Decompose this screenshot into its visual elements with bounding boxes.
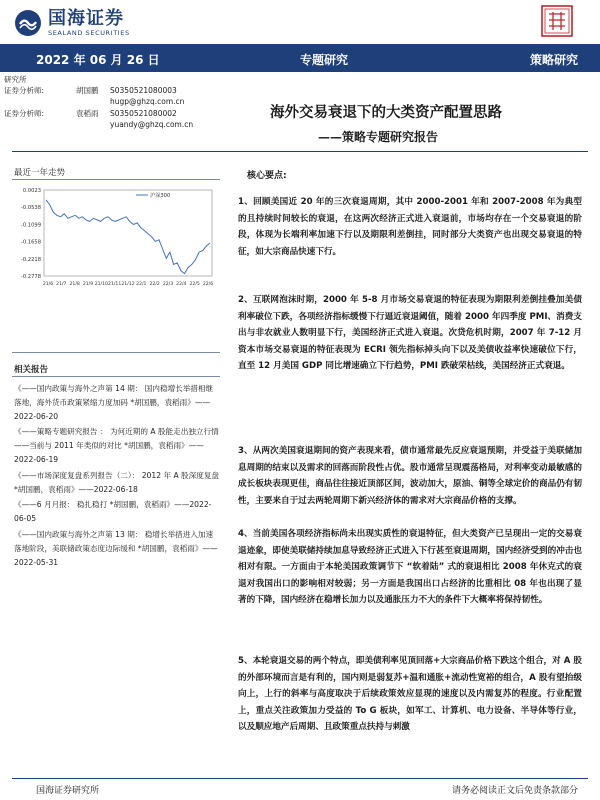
x-tick-label: 21/7	[56, 282, 67, 287]
related-reports-heading: 相关报告	[14, 365, 49, 375]
core-point-2: 2、互联网泡沫时期，2000 年 5-8 月市场交易衰退的特征表现为期限利差倒挂叠加美债利率破位下跌，各项经济指标缓慢下行逼近衰退阈值，随着 2000 年四季度 PMI、消费支出与非农就业人数明显下行，美国经济正式进入衰退。次贷危机时期，2007 年 7-12 月资本市场交易衰退的特征表现为 ECRI 领先指标掉头向下以及美债收益率快速破位下行，直至 12 月美国 GDP 同比增速确立下行趋势，PMI 跌破荣枯线，美国经济正式衰退。	[238, 295, 582, 372]
related-report-item[interactable]: 《——6 月月报： 稳扎稳打 *胡国鹏，袁稻雨》——2022-06-05	[14, 500, 212, 524]
core-points-heading: 核心要点:	[247, 171, 287, 181]
report-title: 海外交易衰退下的大类资产配置思路	[270, 104, 502, 121]
y-tick-label: -0.2218	[20, 256, 41, 263]
footer-institute: 国海证券研究所	[36, 786, 100, 796]
y-tick-label: -0.0538	[20, 205, 41, 212]
core-point-1: 1、回顾美国近 20 年的三次衰退周期，其中 2000-2001 年和 2007-2008 年为典型的且持续时间较长的衰退，在这两次经济正式进入衰退前，市场均存在一个交易衰退的阶段，体现为长端利率加速下行以及期限利差倒挂，同时部分大类资产也出现交易衰退的特征，如大宗商品快速下行。	[238, 197, 582, 257]
footer-disclaimer: 请务必阅读正文后免责条款部分	[451, 786, 578, 796]
report-header-bar	[0, 44, 600, 72]
x-tick-label: 21/6	[42, 282, 54, 287]
x-tick-label: 21/11	[108, 282, 122, 287]
analyst-email: yuandy@ghzq.com.cn	[110, 119, 194, 129]
company-logo	[14, 6, 130, 40]
footer-divider	[12, 778, 588, 779]
y-tick-label: -0.1658	[20, 239, 41, 246]
analyst-info	[4, 74, 193, 130]
x-tick-label: 21/10	[94, 282, 108, 287]
x-tick-label: 22/4	[176, 282, 187, 287]
analyst-row: 证券分析师: 袁稻雨 S0350521080002	[4, 108, 177, 118]
report-date: 2022 年 06 月 26 日	[36, 53, 160, 67]
y-tick-label: -0.1099	[20, 222, 41, 229]
trend-chart	[12, 182, 220, 292]
analyst-email: hugp@ghzq.com.cn	[110, 97, 185, 107]
core-point-3: 3、从两次美国衰退期间的资产表现来看，债市通常最先反应衰退预期，并受益于美联储加息周期的结束以及需求的回落而阶段性占优。股市通常呈现震荡格局，对利率变动最敏感的成长板块表现更佳，商品往往接近顶部区间，波动加大，原油、铜等全球定价的商品仍有韧性，主要来自于过去两轮周期下新兴经济体的需求对大宗商品价格的支撑。	[238, 446, 582, 506]
related-report-item[interactable]: 《——策略专题研究报告 ： 为何近期的 A 股能走出独立行情——当前与 2011 年类似的对比 *胡国鹏，袁稻雨》——2022-06-19	[14, 427, 219, 464]
related-report-item[interactable]: 《——国内政策与海外之声第 13 期： 稳增长举措进入加速落地阶段，美联储政策态度边际缓和 *胡国鹏，袁稻雨》——2022-05-31	[14, 529, 218, 567]
core-point-5: 5、本轮衰退交易的两个特点，即美债利率见顶回落+大宗商品价格下跌这个组合，对 A 股的外部环境而言是有利的，国内则是弱复苏+温和通胀+流动性宽裕的组合，A 股有望抬级向上，上行的斜率与高度取决于后续政策效应显现的速度以及内需复苏的程度。行业配置上，重点关注政策加力受益的 To G 板块，如军工、计算机、电力设备、半导体等行业，以及顺应地产后周期、且政策重点扶持与刺激	[238, 656, 582, 733]
x-tick-label: 22/6	[202, 282, 214, 287]
divider	[12, 352, 220, 353]
divider	[12, 179, 220, 180]
research-institute-label: 研究所	[4, 75, 27, 84]
x-tick-label: 22/2	[149, 282, 160, 287]
related-reports-list	[14, 382, 220, 571]
chart-heading: 最近一年走势	[14, 168, 66, 178]
logo-chinese-name: 国海证券	[48, 7, 124, 29]
divider	[12, 151, 588, 152]
chart-plot-frame	[44, 190, 212, 276]
report-category: 策略研究	[529, 53, 578, 67]
report-type: 专题研究	[300, 53, 349, 67]
legend-label: 沪深300	[150, 193, 171, 199]
y-tick-label: -0.2778	[20, 274, 41, 280]
series-line-hs300	[46, 200, 210, 274]
related-report-item[interactable]: 《——市场深度复盘系列报告（二）： 2012 年 A 股深度复盘 *胡国鹏，袁稻雨》——2022-06-18	[14, 470, 220, 494]
sealand-logo-icon	[14, 9, 42, 37]
core-point-4: 4、当前美国各项经济指标尚未出现实质性的衰退特征，但大类资产已呈现出一定的交易衰退迹象，即使美联储持续加息导致经济正式进入下行甚至衰退周期，国内经济受到的冲击也相对有限。一方面由于本轮美国政策调节下 “软着陆” 式的衰退相比 2008 年休克式的衰退对我国出口的影响相对较弱；另一方面是我国出口占经济的比重相比 08 年也出现了显著的下降，国内经济在稳增长加力以及通胀压力不大的条件下大概率将保持韧性。	[238, 529, 582, 606]
x-tick-label: 22/3	[162, 282, 174, 287]
x-tick-label: 21/12	[121, 282, 135, 287]
x-tick-label: 22/5	[189, 282, 200, 287]
report-subtitle: ——策略专题研究报告	[318, 130, 439, 144]
analyst-row: 证券分析师: 胡国鹏 S0350521080003	[4, 86, 177, 96]
logo-english-name: SEALAND SECURITIES	[48, 28, 130, 37]
x-tick-label: 22/1	[136, 282, 147, 287]
x-tick-label: 21/8	[69, 282, 80, 287]
divider	[12, 376, 220, 377]
research-seal-icon	[540, 4, 574, 38]
related-report-item[interactable]: 《——国内政策与海外之声第 14 期： 国内稳增长举措相继落地，海外货币政策紧缩力度加码 *胡国鹏，袁稻雨》——2022-06-20	[14, 384, 214, 421]
y-tick-label: 0.0023	[22, 188, 41, 194]
x-tick-label: 21/9	[82, 282, 94, 287]
